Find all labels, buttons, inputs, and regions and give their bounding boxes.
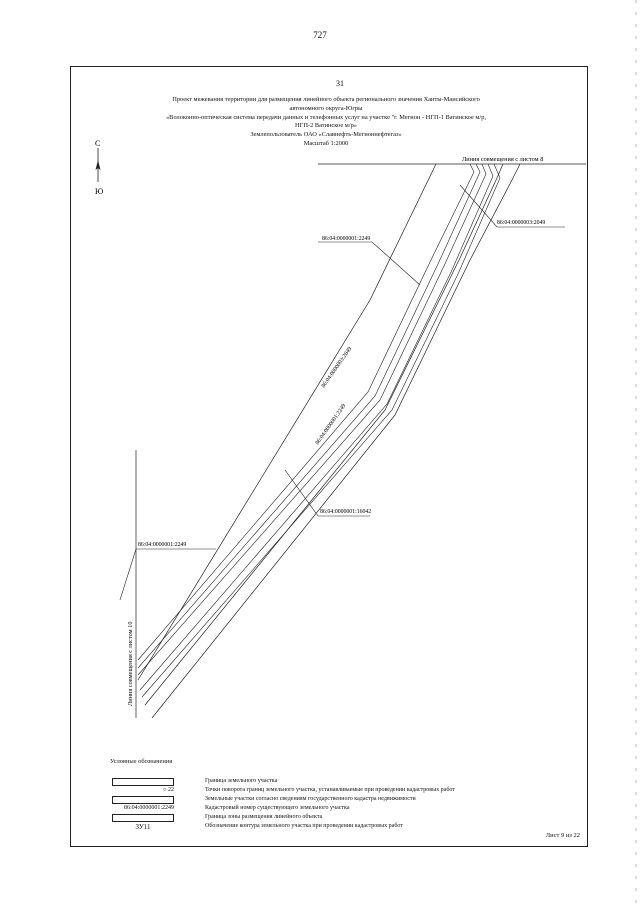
parcel-boundary-symbol	[112, 778, 174, 786]
parcel-boundary	[138, 164, 436, 680]
title-line-3: «Волоконно-оптическая система передачи данных и телефонных услуг на участке "г. Мегион - НГП-1 Ватинское м/р,	[165, 113, 486, 121]
legend-title: Условные обозначения	[110, 758, 173, 765]
sheet-number: 31	[336, 79, 344, 88]
junction-label-top: Линия совмещения с листом 8	[462, 156, 544, 163]
legend-item: ЗУ11 Обозначение контура земельного участка при проведении кадастровых работ	[112, 823, 572, 833]
cadastral-number-symbol: 86:04:0000001:2249	[123, 805, 174, 811]
label-leader	[120, 549, 216, 600]
contour-symbol: ЗУ11	[135, 823, 151, 831]
zone-boundary-symbol	[112, 814, 174, 822]
sheet-of-label: Лист 9 из 22	[545, 832, 580, 839]
title-line-1: Проект межевания территории для размещения линейного объекта регионального значения Ханты-Мансийского	[172, 96, 480, 103]
parcel-label: 86:04:0000003:2049	[497, 220, 546, 226]
parcel-label: 86:04:0000001:2249	[138, 542, 187, 548]
corridor-line	[138, 164, 486, 675]
corridor-line	[140, 164, 493, 690]
corridor-line	[142, 164, 500, 697]
scale-label: Масштаб 1:2000	[303, 139, 349, 147]
legend-item: Граница зоны размещения линейного объекта	[112, 814, 572, 824]
junction-label-left: Линия совмещения с листом 10	[127, 621, 134, 706]
parcel-label: 86:04:0000003:2049	[320, 346, 354, 390]
corridor-line	[138, 164, 480, 668]
parcel-label: 86:04:0000001:2249	[322, 236, 371, 242]
legend-item: ○ 22 Точки поворота границ земельного участка, устанавливаемые при проведении кадастровых работ	[112, 787, 572, 797]
label-leader	[318, 242, 420, 285]
north-letter: С	[95, 139, 101, 148]
title-line-4: НГП-2 Ватинское м/р»	[295, 122, 357, 130]
title-line-5: Землепользователь ОАО «Славнефть-Мегионнефтегаз»	[250, 131, 402, 139]
scan-edge	[630, 0, 640, 905]
corridor-line	[138, 164, 474, 660]
turning-point-symbol: ○ 22	[162, 787, 174, 793]
south-letter: Ю	[95, 187, 104, 196]
legend-item: Граница земельного участка	[112, 778, 572, 788]
parcel-label: 86:04:0000001:2249	[314, 403, 348, 447]
page-number: 727	[313, 30, 327, 40]
title-line-2: автономного округа-Югры	[289, 104, 363, 112]
legend-item: 86:04:0000001:2249 Кадастровый номер существующего земельного участка	[112, 805, 572, 815]
north-arrow-icon	[95, 139, 103, 196]
legend-item: Земельные участки согласно сведениям государственного кадастра недвижимости	[112, 796, 572, 806]
registered-parcel-symbol	[112, 796, 174, 804]
parcel-label: 86:04:0000001:16042	[320, 509, 372, 515]
